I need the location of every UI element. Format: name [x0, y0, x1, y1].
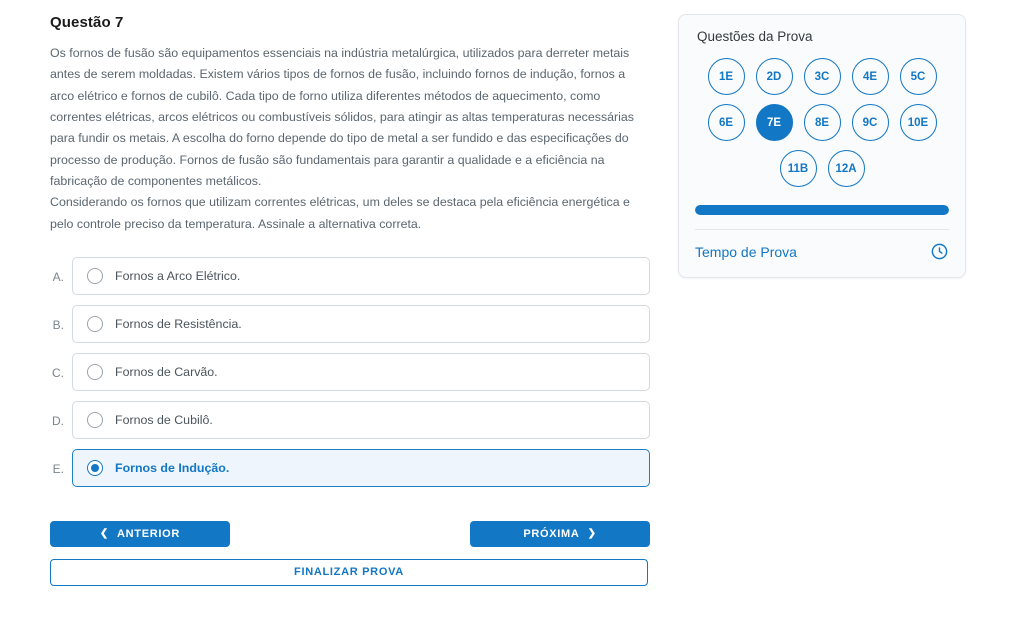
question-panel: [50, 14, 650, 586]
option-a[interactable]: [72, 257, 650, 295]
previous-button-label: ANTERIOR: [117, 527, 181, 540]
chevron-left-icon: ❮: [99, 528, 110, 540]
clock-icon: [930, 242, 949, 261]
option-label: Fornos de Resistência.: [115, 316, 242, 331]
progress-bar-fill: [695, 205, 949, 215]
question-chip-4[interactable]: 4E: [852, 58, 889, 95]
question-chip-5[interactable]: 5C: [900, 58, 937, 95]
option-c[interactable]: [72, 353, 650, 391]
radio-icon[interactable]: [87, 316, 103, 332]
option-letter: C.: [52, 365, 64, 380]
exam-time-row: [695, 242, 949, 261]
option-label: Fornos de Indução.: [115, 460, 230, 475]
option-letter: B.: [52, 317, 64, 332]
divider: [695, 229, 949, 230]
option-d[interactable]: [72, 401, 650, 439]
radio-icon[interactable]: [87, 460, 103, 476]
page-title: Questão 7: [50, 14, 124, 31]
question-statement: [50, 43, 650, 235]
question-chip-12[interactable]: 12A: [828, 150, 865, 187]
question-chip-7[interactable]: 7E: [756, 104, 793, 141]
option-row: [50, 257, 650, 295]
finish-exam-button[interactable]: [50, 559, 648, 586]
option-b[interactable]: [72, 305, 650, 343]
option-letter: A.: [52, 269, 64, 284]
option-letter: D.: [52, 413, 64, 428]
option-row: [50, 401, 650, 439]
option-letter: E.: [52, 461, 64, 476]
next-button-label: PRÓXIMA: [523, 527, 580, 540]
question-chip-9[interactable]: 9C: [852, 104, 889, 141]
option-row: [50, 305, 650, 343]
question-paragraph-1: Os fornos de fusão são equipamentos essenciais na indústria metalúrgica, utilizados para derreter metais antes de serem moldadas. Existem vários tipos de fornos de fusão, incluindo fornos de indução, fornos a arco elétrico e fornos de cubilô. Cada tipo de forno utiliza diferentes métodos de aquecimento, como correntes elétricas, arcos elétricos ou combustíveis sólidos, para atingir as altas temperaturas necessárias para fundir os metais. A escolha do forno depende do tipo de metal a ser fundido e das especificações do processo de produção. Fornos de fusão são fundamentais para garantir a qualidade e a eficiência na fabricação de componentes metálicos.: [50, 46, 634, 188]
option-row: [50, 449, 650, 487]
options-list: [50, 257, 650, 487]
question-chip-3[interactable]: 3C: [804, 58, 841, 95]
radio-icon[interactable]: [87, 268, 103, 284]
option-e[interactable]: [72, 449, 650, 487]
radio-icon[interactable]: [87, 364, 103, 380]
question-chip-10[interactable]: 10E: [900, 104, 937, 141]
question-chip-11[interactable]: 11B: [780, 150, 817, 187]
question-chip-8[interactable]: 8E: [804, 104, 841, 141]
option-row: [50, 353, 650, 391]
option-label: Fornos a Arco Elétrico.: [115, 268, 241, 283]
exam-time-label: Tempo de Prova: [695, 243, 797, 260]
finish-exam-label: FINALIZAR PROVA: [294, 566, 404, 579]
sidebar-title: Questões da Prova: [697, 29, 813, 44]
questions-sidebar: [678, 14, 966, 278]
question-chip-1[interactable]: 1E: [708, 58, 745, 95]
radio-icon[interactable]: [87, 412, 103, 428]
navigation-buttons: [50, 521, 650, 547]
next-button[interactable]: [470, 521, 650, 547]
option-label: Fornos de Carvão.: [115, 364, 218, 379]
previous-button[interactable]: [50, 521, 230, 547]
progress-bar: [695, 205, 949, 215]
question-chip-6[interactable]: 6E: [708, 104, 745, 141]
question-paragraph-2: Considerando os fornos que utilizam correntes elétricas, um deles se destaca pela eficiência energética e pelo controle preciso da temperatura. Assinale a alternativa correta.: [50, 195, 630, 231]
chevron-right-icon: ❯: [587, 528, 597, 540]
question-chip-grid: [695, 58, 949, 187]
question-chip-2[interactable]: 2D: [756, 58, 793, 95]
option-label: Fornos de Cubilô.: [115, 412, 213, 427]
